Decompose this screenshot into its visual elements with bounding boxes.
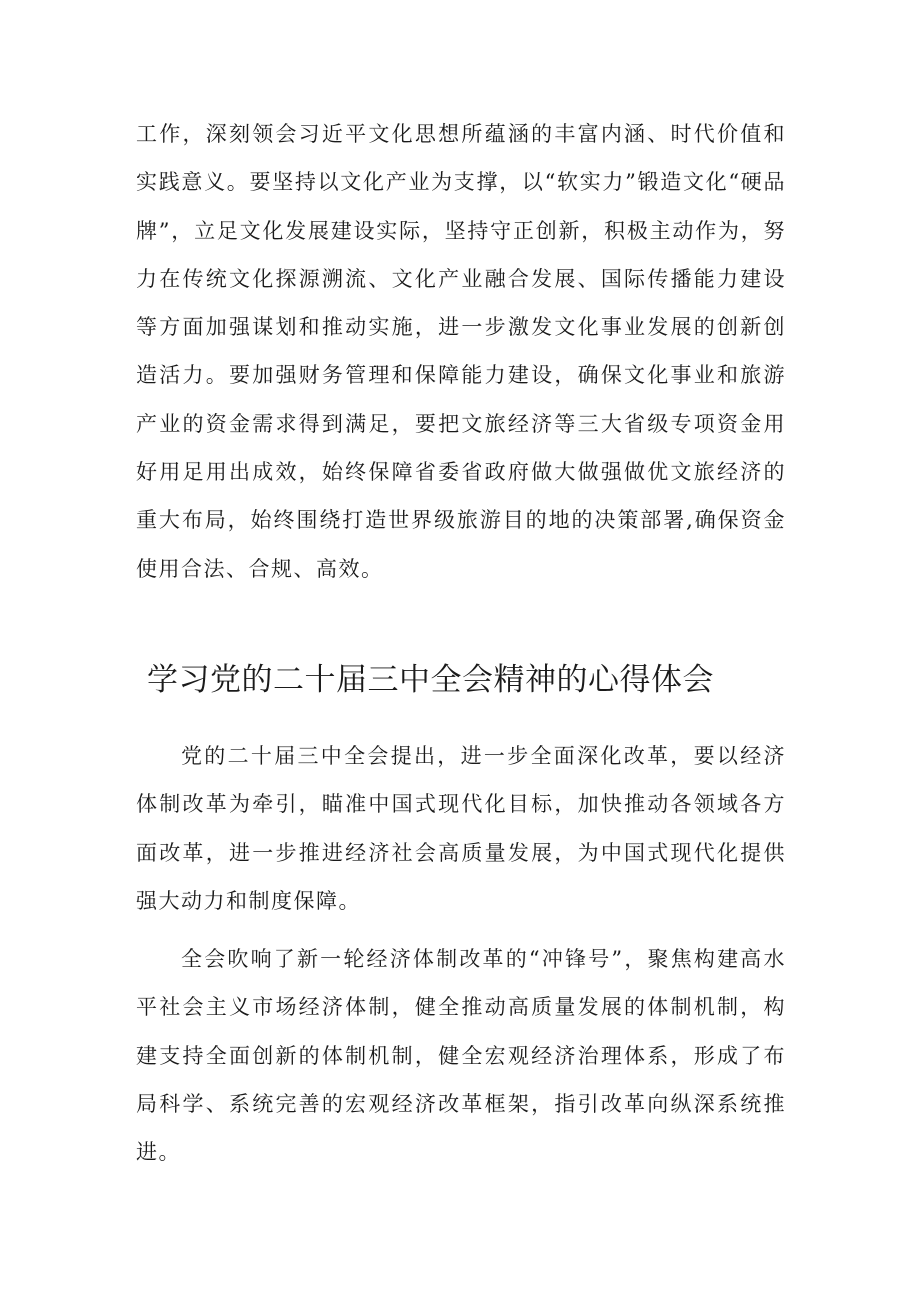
section-heading: 学习党的二十届三中全会精神的心得体会 — [147, 662, 714, 698]
body-paragraph: 党的二十届三中全会提出，进一步全面深化改革，要以经济体制改革为牵引，瞄准中国式现代化目标，加快推动各领域各方面改革，进一步推进经济社会高质量发展，为中国式现代化提供强大动力和制度保障。 — [136, 744, 786, 913]
body-paragraph: 工作，深刻领会习近平文化思想所蕴涵的丰富内涵、时代价值和实践意义。要坚持以文化产业为支撑，以“软实力”锻造文化“硬品牌”，立足文化发展建设实际，坚持守正创新，积极主动作为，努力在传统文化探源溯流、文化产业融合发展、国际传播能力建设等方面加强谋划和推动实施，进一步激发文化事业发展的创新创造活力。要加强财务管理和保障能力建设，确保文化事业和旅游产业的资金需求得到满足，要把文旅经济等三大省级专项资金用好用足用出成效，始终保障省委省政府做大做强做优文旅经济的重大布局，始终围绕打造世界级旅游目的地的决策部署,确保资金使用合法、合规、高效。 — [136, 122, 786, 581]
body-paragraph: 全会吹响了新一轮经济体制改革的“冲锋号”，聚焦构建高水平社会主义市场经济体制，健全推动高质量发展的体制机制，构建支持全面创新的体制机制，健全宏观经济治理体系，形成了布局科学、系统完善的宏观经济改革框架，指引改革向纵深系统推进。 — [136, 947, 786, 1165]
